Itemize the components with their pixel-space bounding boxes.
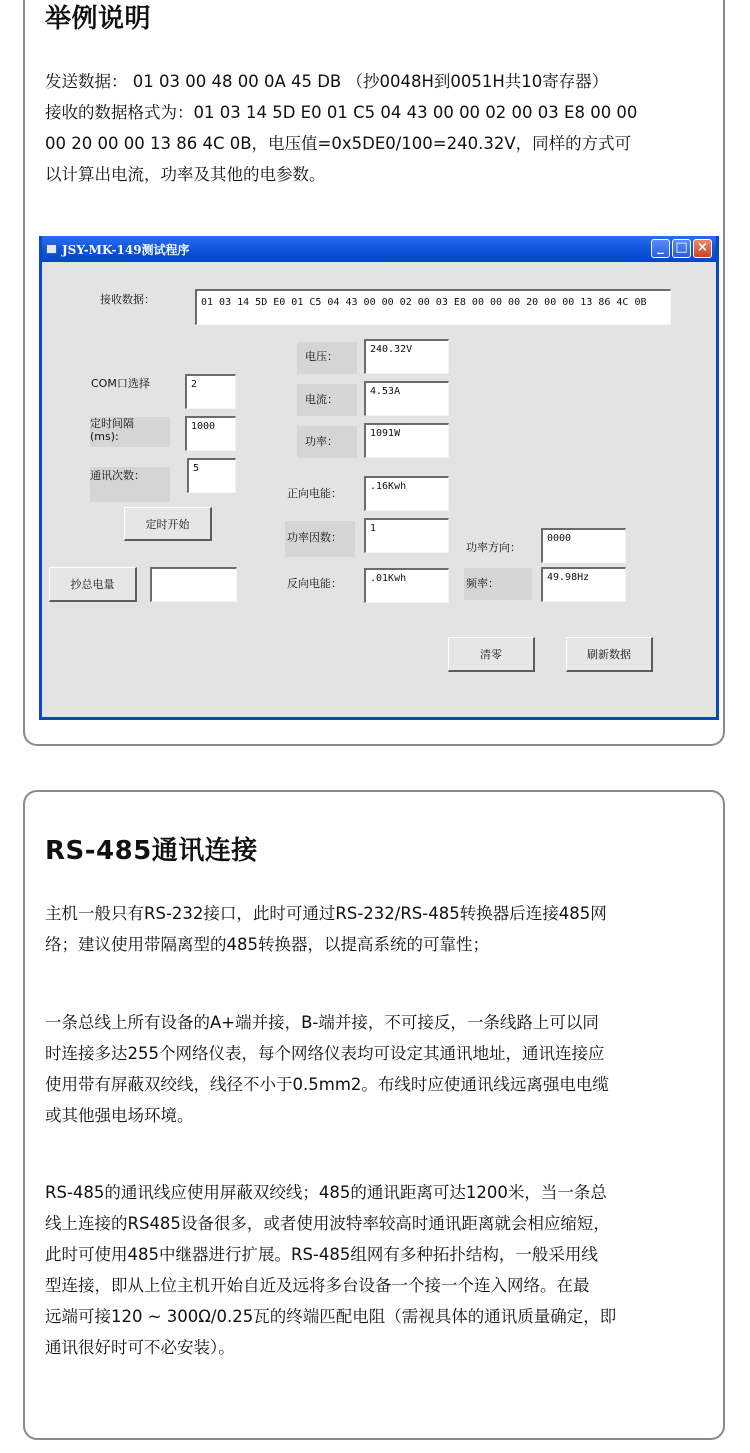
example-heading: 举例说明 <box>45 4 152 34</box>
power-factor-field[interactable]: 1 <box>364 518 449 553</box>
reverse-energy-label: 反向电能： <box>287 577 342 590</box>
power-direction-field[interactable]: 0000 <box>541 528 626 563</box>
voltage-field[interactable]: 240.32V <box>364 339 449 374</box>
rs485-paragraph-2: 一条总线上所有设备的A+端并接，B-端并接，不可接反，一条线路上可以同 时连接多达255个网络仪表，每个网络仪表均可设定其通讯地址，通讯连接应 使用带有屏蔽双绞线，线径不小于0.5mm2。布线时应使通讯线远离强电电缆 或其他强电场环境。 <box>45 1013 609 1125</box>
window-titlebar[interactable] <box>42 236 716 262</box>
power-direction-label: 功率方向： <box>466 541 521 554</box>
timer-start-button[interactable]: 定时开始 <box>124 507 212 541</box>
receive-data-label: 接收数据： <box>100 293 155 306</box>
current-label: 电流： <box>297 384 357 416</box>
forward-energy-label: 正向电能： <box>287 487 342 500</box>
comm-count-field[interactable]: 5 <box>187 458 236 493</box>
clear-button[interactable]: 清零 <box>448 637 535 672</box>
frequency-field[interactable]: 49.98Hz <box>541 567 626 602</box>
app-window-icon <box>46 244 57 254</box>
example-card <box>23 0 725 746</box>
receive-data-field[interactable]: 01 03 14 5D E0 01 C5 04 43 00 00 02 00 03 E8 00 00 00 20 00 00 13 86 4C 0B <box>195 289 671 325</box>
total-energy-field[interactable] <box>150 567 237 602</box>
power-label: 功率： <box>297 426 357 458</box>
rs485-paragraph-3: RS-485的通讯线应使用屏蔽双绞线；485的通讯距离可达1200米，当一条总 线上连接的RS485设备很多，或者使用波特率较高时通讯距离就会相应缩短， 此时可使用485中继器进行扩展。RS-485组网有多种拓扑结构，一般采用线 型连接，即从上位主机开始自近及远将多台设备一个接一个连入网络。在最 远端可接120 ~ 300Ω/0.25瓦的终端匹配电阻（需视具体的通讯质量确定，即 通讯很好时可不必安装）。 <box>45 1183 617 1357</box>
test-program-window <box>39 236 719 720</box>
interval-field[interactable]: 1000 <box>185 416 236 451</box>
rs485-heading: RS-485通讯连接 <box>45 836 258 866</box>
close-icon[interactable]: × <box>693 239 712 258</box>
maximize-icon[interactable]: □ <box>672 239 691 258</box>
current-field[interactable]: 4.53A <box>364 381 449 416</box>
refresh-data-button[interactable]: 刷新数据 <box>566 637 653 672</box>
comm-count-label: 通讯次数： <box>90 467 170 502</box>
power-field[interactable]: 1091W <box>364 423 449 458</box>
com-port-label: COM口选择 <box>91 377 150 390</box>
com-port-field[interactable]: 2 <box>185 374 236 409</box>
reverse-energy-field[interactable]: .01Kwh <box>364 568 449 603</box>
minimize-icon[interactable]: _ <box>651 239 670 258</box>
power-factor-label: 功率因数： <box>285 521 355 557</box>
rs485-paragraph-1: 主机一般只有RS-232接口，此时可通过RS-232/RS-485转换器后连接485网 络；建议使用带隔离型的485转换器，以提高系统的可靠性； <box>45 904 607 954</box>
window-title: JSY-MK-149测试程序 <box>62 243 190 257</box>
frequency-label: 频率： <box>464 568 532 600</box>
forward-energy-field[interactable]: .16Kwh <box>364 476 449 511</box>
rs485-card <box>23 790 725 1440</box>
voltage-label: 电压： <box>297 342 357 374</box>
window-client-area <box>42 262 716 717</box>
interval-label: 定时间隔 (ms): <box>90 417 170 447</box>
example-paragraph: 发送数据： 01 03 00 48 00 0A 45 DB （抄0048H到0051H共10寄存器） 接收的数据格式为：01 03 14 5D E0 01 C5 04 43 00 00 02 00 03 E8 00 00 00 20 00 00 13 86 4C 0B，电压值=0x5DE0/100=240.32V，同样的方式可 以计算出电流，功率及其他的电参数。 <box>45 72 638 184</box>
read-total-energy-button[interactable]: 抄总电量 <box>49 567 137 602</box>
